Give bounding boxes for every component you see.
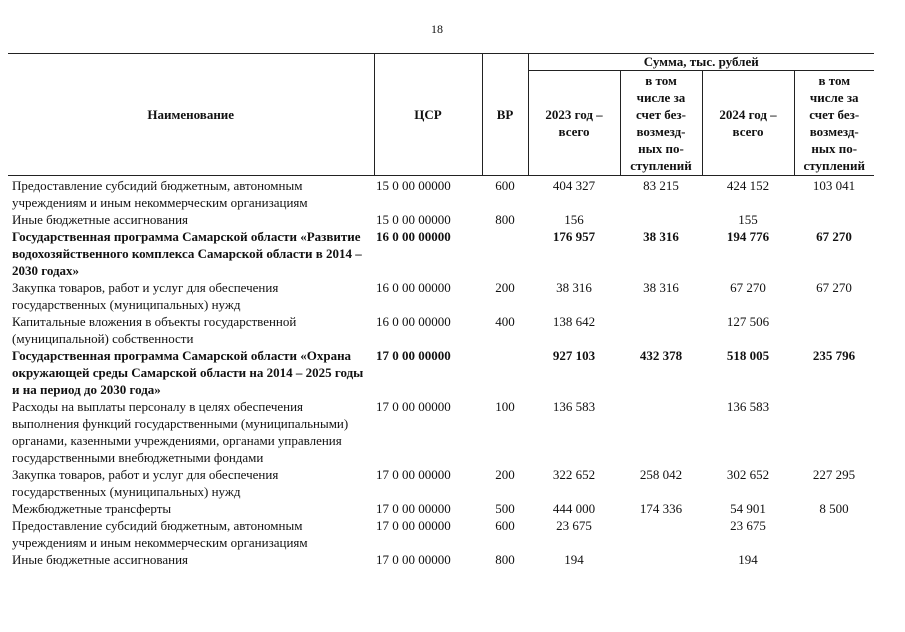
- row-csr: 16 0 00 00000: [376, 229, 451, 244]
- row-name: Закупка товаров, работ и услуг для обеспечения государственных (муниципальных) нужд: [12, 467, 279, 499]
- row-2023-total: 136 583: [552, 399, 596, 414]
- row-vr: 200: [495, 280, 515, 295]
- header-line: ступлений: [803, 158, 865, 173]
- row-name: Иные бюджетные ассигнования: [12, 552, 189, 567]
- row-2024-incl: 103 041: [812, 178, 856, 193]
- row-vr: 500: [495, 501, 515, 516]
- row-csr: 15 0 00 00000: [376, 212, 451, 227]
- row-2024-incl: [794, 211, 874, 228]
- row-csr: 17 0 00 00000: [376, 399, 451, 414]
- row-vr: 200: [495, 467, 515, 482]
- row-2023-total: 38 316: [556, 280, 592, 295]
- row-2024-incl: [794, 398, 874, 466]
- table-header: [8, 53, 874, 176]
- table-row: [8, 211, 874, 228]
- table-row: [8, 551, 874, 568]
- row-name: Государственная программа Самарской области «Развитие водохозяйственного комплекса Самарской области в 2014 – 2030 годах»: [12, 229, 362, 278]
- row-csr: 17 0 00 00000: [376, 501, 451, 516]
- table-row: [8, 228, 874, 279]
- row-2024-incl: [794, 313, 874, 347]
- row-name: Предоставление субсидий бюджетным, автономным учреждениям и иным некоммерческим организациям: [12, 518, 308, 550]
- header-name: Наименование: [8, 53, 374, 176]
- row-csr: 17 0 00 00000: [376, 518, 451, 533]
- row-2024-total: 127 506: [726, 314, 770, 329]
- row-csr: 15 0 00 00000: [376, 178, 451, 193]
- table-row: [8, 176, 874, 212]
- row-2024-incl: 67 270: [816, 280, 852, 295]
- row-name: Государственная программа Самарской области «Охрана окружающей среды Самарской области на 2014 – 2025 годы и на период до 2030 года»: [12, 348, 364, 397]
- row-2023-total: 23 675: [556, 518, 592, 533]
- row-2024-total: 155: [738, 212, 758, 227]
- page-number: 18: [431, 22, 443, 36]
- header-2024-incl: [794, 71, 874, 176]
- row-2023-incl: 83 215: [643, 178, 679, 193]
- row-2024-incl: 67 270: [816, 229, 852, 244]
- header-2023-total: [528, 71, 620, 176]
- table-row: [8, 517, 874, 551]
- row-vr: 400: [495, 314, 515, 329]
- row-csr: 17 0 00 00000: [376, 552, 451, 567]
- row-2023-incl: [620, 551, 702, 568]
- row-2024-total: 54 901: [730, 501, 766, 516]
- header-line: ных по-: [638, 141, 684, 156]
- row-2023-total: 404 327: [552, 178, 596, 193]
- row-csr: 17 0 00 00000: [376, 467, 451, 482]
- header-line: в том: [645, 73, 677, 88]
- table-row: [8, 500, 874, 517]
- row-vr: 800: [495, 212, 515, 227]
- row-2023-incl: 432 378: [639, 348, 683, 363]
- row-vr: [482, 228, 528, 279]
- row-name: Расходы на выплаты персоналу в целях обеспечения выполнения функций государственными (муниципальными) органами, казенными учреждениями, органами управления государственными внебюджетными фондами: [12, 399, 349, 465]
- row-2023-incl: 258 042: [639, 467, 683, 482]
- row-2024-total: 67 270: [730, 280, 766, 295]
- table-body: [8, 176, 874, 569]
- row-2024-total: 424 152: [726, 178, 770, 193]
- table-row: [8, 466, 874, 500]
- row-name: Капитальные вложения в объекты государственной (муниципальной) собственности: [12, 314, 297, 346]
- row-2023-incl: [620, 398, 702, 466]
- row-2023-incl: 38 316: [643, 229, 679, 244]
- row-2023-incl: [620, 211, 702, 228]
- row-2023-incl: [620, 313, 702, 347]
- header-line: 2023 год –: [545, 107, 603, 122]
- table-row: [8, 398, 874, 466]
- header-line: всего: [558, 124, 590, 139]
- row-2024-total: 23 675: [730, 518, 766, 533]
- header-line: возмезд-: [636, 124, 686, 139]
- row-vr: 600: [495, 178, 515, 193]
- table-row: [8, 347, 874, 398]
- row-2023-incl: 38 316: [643, 280, 679, 295]
- row-2024-total: 518 005: [726, 348, 770, 363]
- header-line: счет без-: [809, 107, 860, 122]
- header-csr: ЦСР: [374, 53, 482, 176]
- row-name: Межбюджетные трансферты: [12, 501, 172, 516]
- header-line: числе за: [809, 90, 859, 105]
- row-2023-total: 194: [564, 552, 584, 567]
- header-line: ступлений: [630, 158, 692, 173]
- header-sum-group: Сумма, тыс. рублей: [528, 53, 874, 71]
- row-vr: 800: [495, 552, 515, 567]
- header-2024-total: [702, 71, 794, 176]
- row-name: Иные бюджетные ассигнования: [12, 212, 189, 227]
- header-line: числе за: [636, 90, 686, 105]
- row-csr: 16 0 00 00000: [376, 280, 451, 295]
- row-vr: 600: [495, 518, 515, 533]
- header-2023-incl: [620, 71, 702, 176]
- row-2024-incl: [794, 517, 874, 551]
- header-line: возмезд-: [809, 124, 859, 139]
- row-2024-total: 302 652: [726, 467, 770, 482]
- row-2024-incl: [794, 551, 874, 568]
- budget-table: [8, 53, 874, 568]
- row-2023-incl: [620, 517, 702, 551]
- row-2024-incl: 8 500: [819, 501, 849, 516]
- table-row: [8, 313, 874, 347]
- row-2023-incl: 174 336: [639, 501, 683, 516]
- header-line: 2024 год –: [719, 107, 777, 122]
- row-2023-total: 138 642: [552, 314, 596, 329]
- row-2024-total: 194: [738, 552, 758, 567]
- row-2024-incl: 227 295: [812, 467, 856, 482]
- table-row: [8, 279, 874, 313]
- row-vr: [482, 347, 528, 398]
- header-line: ных по-: [811, 141, 858, 156]
- header-line: в том: [818, 73, 851, 88]
- row-name: Закупка товаров, работ и услуг для обеспечения государственных (муниципальных) нужд: [12, 280, 279, 312]
- header-line: всего: [732, 124, 764, 139]
- row-name: Предоставление субсидий бюджетным, автономным учреждениям и иным некоммерческим организациям: [12, 178, 308, 210]
- row-2023-total: 156: [564, 212, 584, 227]
- row-2023-total: 176 957: [552, 229, 596, 244]
- row-csr: 17 0 00 00000: [376, 348, 451, 363]
- row-2023-total: 927 103: [552, 348, 596, 363]
- header-vr: ВР: [482, 53, 528, 176]
- header-line: счет без-: [636, 107, 686, 122]
- row-csr: 16 0 00 00000: [376, 314, 451, 329]
- row-2024-total: 136 583: [726, 399, 770, 414]
- row-2024-incl: 235 796: [812, 348, 856, 363]
- row-2023-total: 444 000: [552, 501, 596, 516]
- row-2024-total: 194 776: [726, 229, 770, 244]
- row-vr: 100: [495, 399, 515, 414]
- row-2023-total: 322 652: [552, 467, 596, 482]
